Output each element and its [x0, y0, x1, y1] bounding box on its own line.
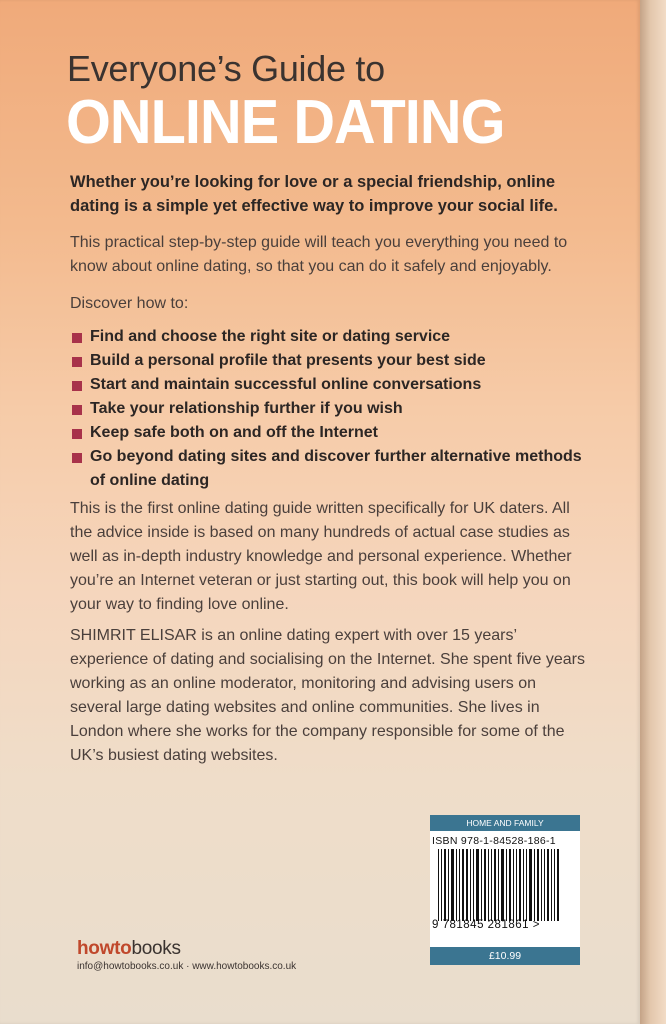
barcode-digits: 9 781845 281861 >: [432, 919, 540, 931]
author-bio-paragraph: SHIMRIT ELISAR is an online dating expert with over 15 years’ experience of dating and socialising on the Internet. She spent five years working as an online moderator, monitoring and advising users on several large dating websites and online communities. She lives in London where she works for the company responsible for some of the UK’s busiest dating websites.: [70, 627, 585, 764]
about-book-paragraph: This is the first online dating guide written specifically for UK daters. All the advice inside is based on many hundreds of actual case studies as well as in-depth industry knowledge and personal experience. Whether you’re an Internet veteran or just starting out, this book will help you on your way to finding love online.: [70, 500, 572, 613]
book-spine-edge: [640, 0, 666, 1024]
book-title: ONLINE DATING: [66, 88, 505, 157]
list-item: Keep safe both on and off the Internet: [70, 421, 590, 445]
square-bullet-icon: [72, 357, 82, 367]
publisher-contact: info@howtobooks.co.uk · www.howtobooks.co.uk: [77, 961, 297, 972]
discover-heading: Discover how to:: [70, 295, 189, 312]
book-subtitle: Everyone’s Guide to: [67, 48, 385, 89]
list-item: Start and maintain successful online conversations: [70, 373, 590, 397]
square-bullet-icon: [72, 333, 82, 343]
square-bullet-icon: [72, 429, 82, 439]
publisher-logo: howtobooks: [77, 938, 181, 959]
isbn-text: ISBN 978-1-84528-186-1: [432, 835, 556, 847]
list-item: Build a personal profile that presents your best side: [70, 349, 590, 373]
barcode-icon: [438, 849, 580, 921]
category-band: HOME AND FAMILY: [430, 815, 580, 831]
feature-list: [70, 325, 590, 493]
square-bullet-icon: [72, 405, 82, 415]
intro-paragraph: Whether you’re looking for love or a special friendship, online dating is a simple yet effective way to improve your social life.: [70, 173, 558, 215]
barcode-label: [430, 815, 580, 965]
square-bullet-icon: [72, 381, 82, 391]
list-item: Go beyond dating sites and discover further alternative methods of online dating: [70, 445, 590, 493]
square-bullet-icon: [72, 453, 82, 463]
list-item: Take your relationship further if you wish: [70, 397, 590, 421]
description-paragraph: This practical step-by-step guide will teach you everything you need to know about online dating, so that you can do it safely and enjoyably.: [70, 234, 568, 275]
list-item: Find and choose the right site or dating service: [70, 325, 590, 349]
price-band: £10.99: [430, 947, 580, 965]
